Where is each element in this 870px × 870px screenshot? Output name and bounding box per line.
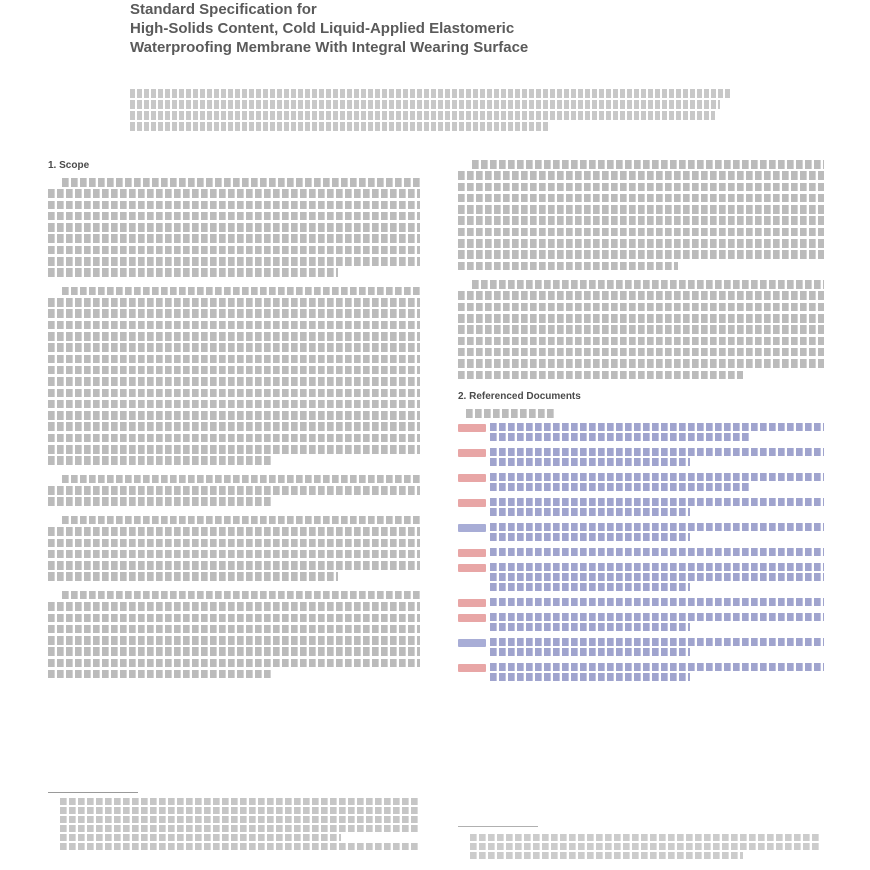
paragraph-1-3	[48, 475, 420, 506]
document-title	[130, 0, 770, 57]
title-line-3: Waterproofing Membrane With Integral Wearing Surface	[130, 39, 529, 56]
list-item[interactable]	[458, 598, 824, 608]
right-column	[458, 160, 824, 688]
list-item[interactable]	[458, 423, 824, 443]
paragraph-1-2	[48, 287, 420, 465]
list-item[interactable]	[458, 523, 824, 543]
list-item[interactable]	[458, 548, 824, 558]
paragraph-1-7	[458, 280, 824, 379]
list-item[interactable]	[458, 638, 824, 658]
paragraph-1-1	[48, 178, 420, 277]
list-item[interactable]	[458, 473, 824, 493]
list-item[interactable]	[458, 448, 824, 468]
footnotes-right	[470, 834, 820, 861]
section-heading-referenced-documents: 2. Referenced Documents	[458, 391, 581, 403]
list-item[interactable]	[458, 663, 824, 683]
list-item[interactable]	[458, 498, 824, 518]
section-heading-scope: 1. Scope	[48, 160, 90, 171]
paragraph-1-5	[48, 591, 420, 679]
paragraph-1-6	[458, 160, 824, 270]
footnote-divider	[48, 792, 138, 793]
footnotes	[60, 798, 420, 852]
footnote-divider-right	[458, 826, 538, 827]
title-line-2: High-Solids Content, Cold Liquid-Applied Elastomeric	[130, 20, 515, 37]
paragraph-1-4	[48, 516, 420, 581]
list-item[interactable]	[458, 563, 824, 593]
reference-list	[458, 423, 824, 683]
left-column	[48, 160, 420, 688]
designation-note	[130, 89, 750, 133]
astm-standards-subhead	[466, 409, 556, 418]
title-line-1: Standard Specification for	[130, 1, 317, 18]
list-item[interactable]	[458, 613, 824, 633]
